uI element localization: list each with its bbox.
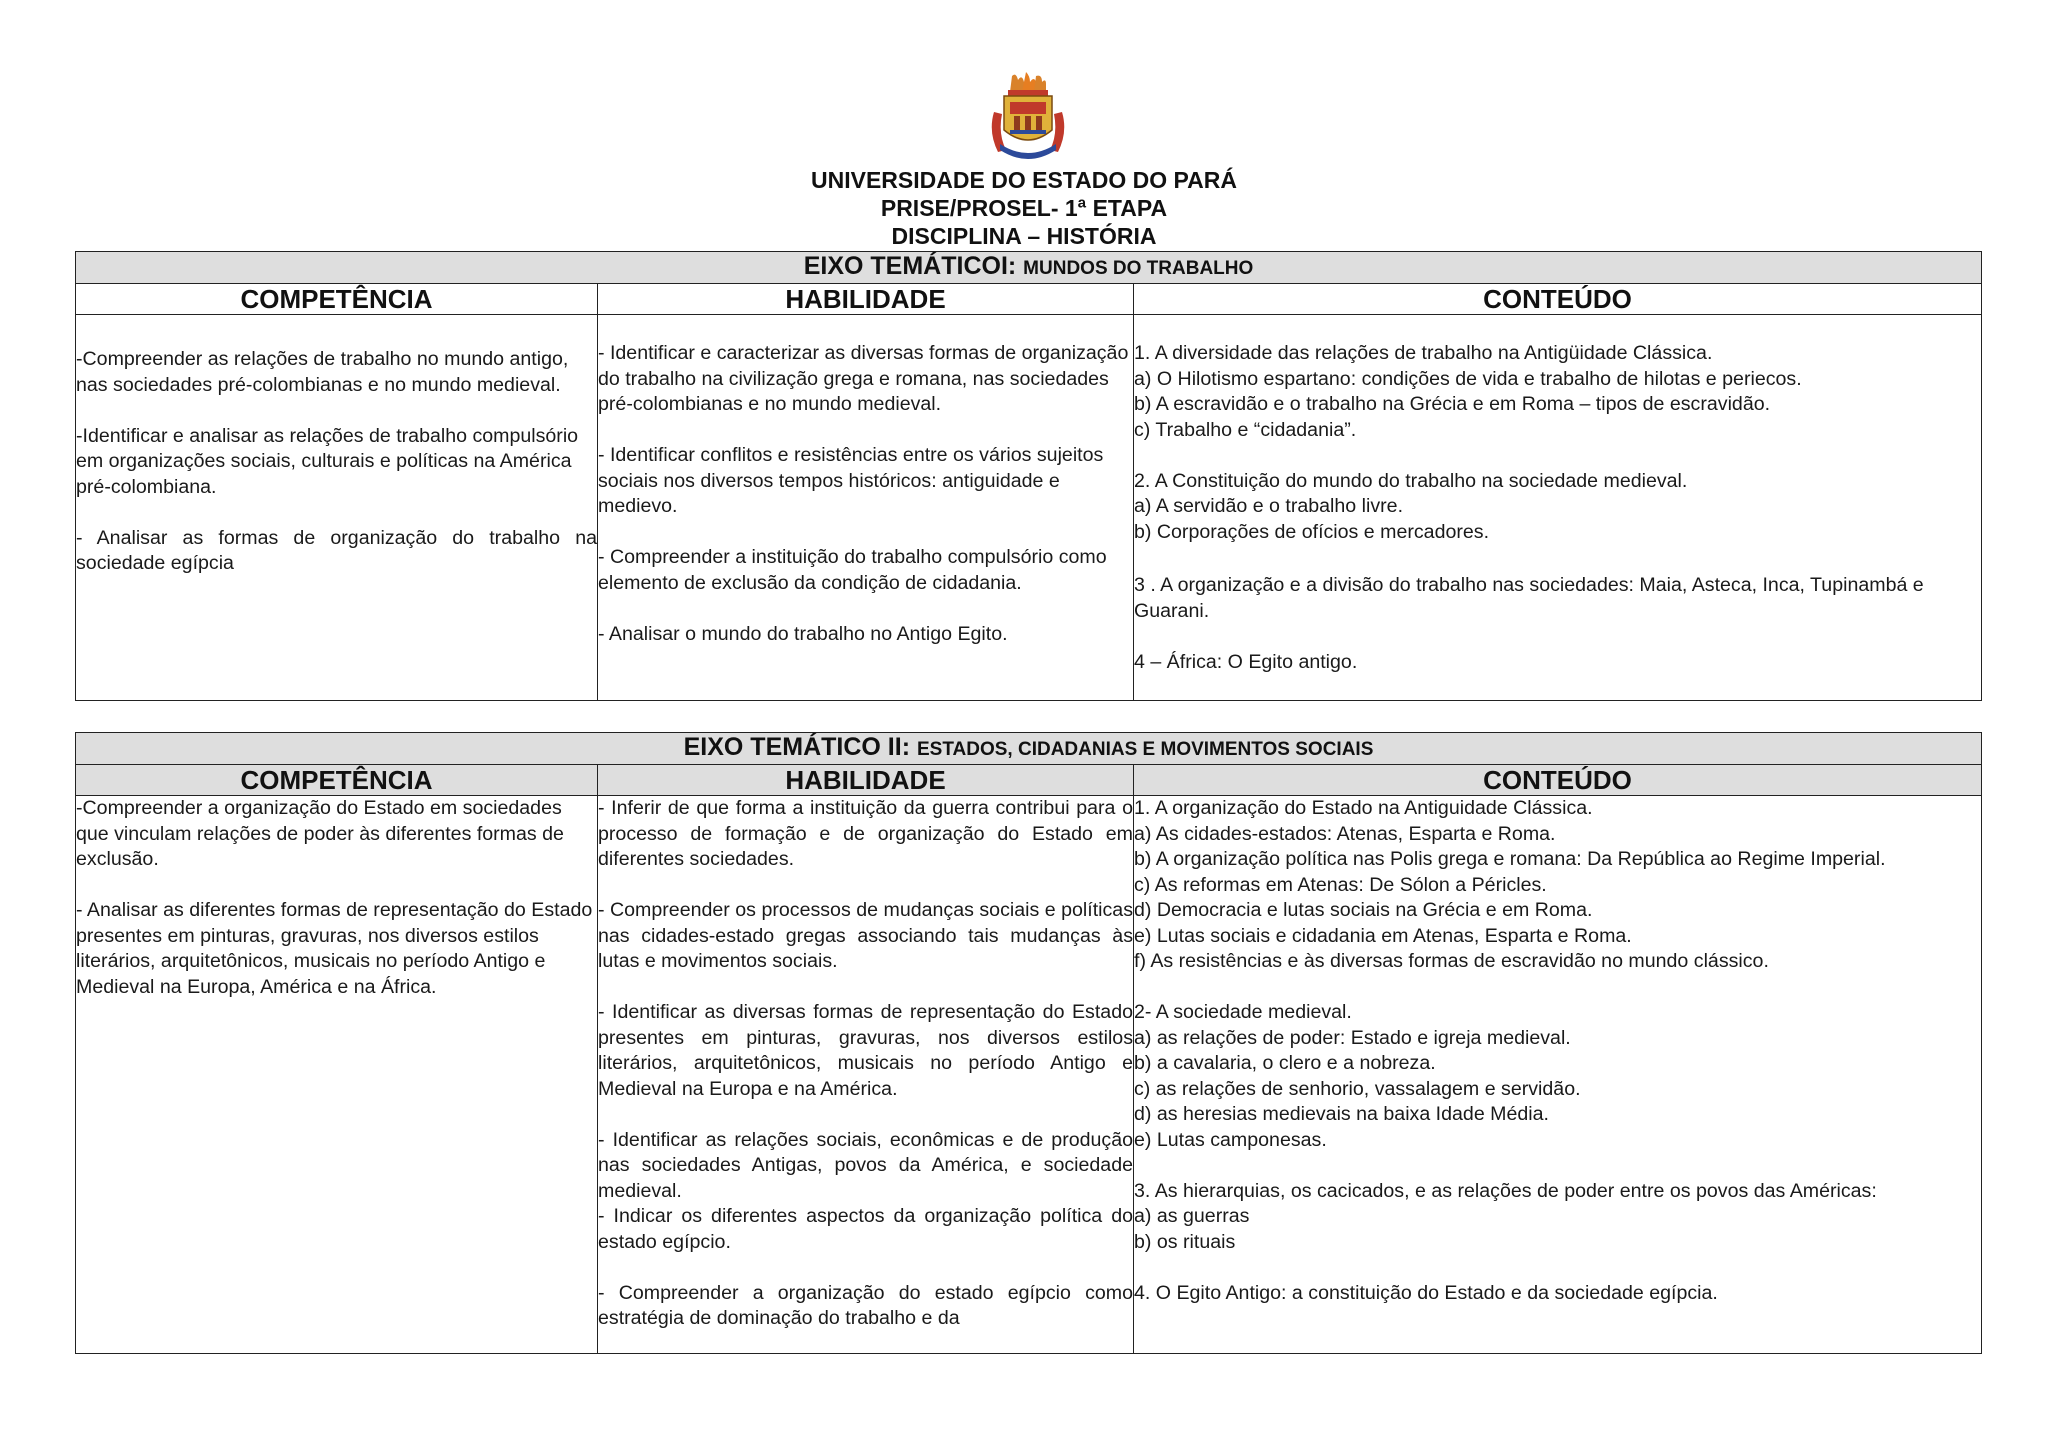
list-item: a) A servidão e o trabalho livre. — [1134, 495, 1404, 517]
list-item: 1. A diversidade das relações de trabalho na Antigüidade Clássica. — [1134, 342, 1713, 364]
eixo1-col-conteudo: CONTEÚDO — [1134, 284, 1982, 315]
list-item: b) A escravidão e o trabalho na Grécia e em Roma – tipos de escravidão. — [1134, 393, 1771, 415]
list-item: b) A organização política nas Polis grega e romana: Da República ao Regime Imperial. — [1134, 848, 1886, 870]
eixo1-subtitle: MUNDOS DO TRABALHO — [1023, 258, 1254, 279]
list-item: - Indicar os diferentes aspectos da organização política do estado egípcio. — [598, 1205, 1133, 1253]
list-item: a) as relações de poder: Estado e igreja medieval. — [1134, 1026, 1571, 1049]
eixo2-col-competencia: COMPETÊNCIA — [76, 765, 598, 796]
list-item: 3 . A organização e a divisão do trabalho nas sociedades: Maia, Asteca, Inca, Tupinambá e Guarani. — [1134, 574, 1924, 622]
list-item: - Compreender a instituição do trabalho compulsório como elemento de exclusão da condição de cidadania. — [598, 546, 1107, 594]
list-item: - Compreender a organização do estado egípcio como estratégia de dominação do trabalho e da — [598, 1281, 1133, 1329]
list-item: - Analisar as diferentes formas de representação do Estado presentes em pinturas, gravuras, nos diversos estilos literários, arquitetônicos, musicais no período Antigo e Medieval na Europa, América e na África. — [76, 899, 593, 998]
list-item: - Compreender os processos de mudanças sociais e políticas nas cidades-estado gregas associando tais mudanças às lutas e movimentos sociais. — [598, 899, 1133, 972]
list-item: 2. A Constituição do mundo do trabalho na sociedade medieval. — [1134, 469, 1688, 492]
list-item: - Analisar as formas de organização do trabalho na sociedade egípcia — [76, 526, 597, 574]
discipline-title: DISCIPLINA – HISTÓRIA — [891, 223, 1157, 249]
eixo2-title-label: EIXO TEMÁTICO II: — [683, 733, 911, 761]
eixo2-title — [76, 733, 1982, 765]
eixo2-competencia-cell — [76, 796, 598, 1354]
list-item: e) Lutas sociais e cidadania em Atenas, Esparta e Roma. — [1134, 924, 1632, 947]
list-item: - Inferir de que forma a instituição da guerra contribui para o processo de formação e de organização do Estado em diferentes sociedades. — [598, 797, 1133, 870]
eixo1-title — [76, 252, 1982, 284]
eixo2-table — [75, 732, 1982, 1354]
list-item: a) As cidades-estados: Atenas, Esparta e Roma. — [1134, 822, 1556, 845]
list-item: b) Corporações de ofícios e mercadores. — [1134, 520, 1490, 543]
eixo2-habilidade-cell — [598, 796, 1134, 1354]
eixo1-conteudo-cell — [1134, 315, 1982, 701]
eixo1-habilidade-cell — [598, 315, 1134, 701]
university-name: UNIVERSIDADE DO ESTADO DO PARÁ — [811, 167, 1237, 193]
list-item: 4 – África: O Egito antigo. — [1134, 650, 1358, 673]
list-item: c) as relações de senhorio, vassalagem e servidão. — [1134, 1077, 1581, 1100]
eixo1-col-competencia: COMPETÊNCIA — [76, 284, 598, 315]
list-item: 3. As hierarquias, os cacicados, e as relações de poder entre os povos das Américas: — [1134, 1179, 1877, 1202]
document-header — [0, 166, 2048, 250]
list-item: f) As resistências e às diversas formas de escravidão no mundo clássico. — [1134, 950, 1769, 972]
eixo1-col-habilidade: HABILIDADE — [598, 284, 1134, 315]
coat-of-arms-icon — [986, 72, 1070, 160]
list-item: - Identificar as relações sociais, econômicas e de produção nas sociedades Antigas, povos da América, e sociedade medieval. — [598, 1128, 1133, 1202]
list-item: - Identificar conflitos e resistências entre os vários sujeitos sociais nos diversos tempos históricos: antiguidade e medievo. — [598, 444, 1104, 517]
list-item: e) Lutas camponesas. — [1134, 1128, 1327, 1151]
eixo1-competencia-cell — [76, 315, 598, 701]
list-item: -Compreender a organização do Estado em sociedades que vinculam relações de poder às diferentes formas de exclusão. — [76, 797, 564, 870]
eixo2-col-habilidade: HABILIDADE — [598, 765, 1134, 796]
list-item: 2- A sociedade medieval. — [1134, 1001, 1352, 1023]
eixo2-conteudo-cell — [1134, 796, 1982, 1354]
list-item: - Identificar as diversas formas de representação do Estado presentes em pinturas, gravuras, nos diversos estilos literários, arquitetônicos, musicais no período Antigo e Medieval na Europa e na América. — [598, 1001, 1133, 1100]
list-item: c) As reformas em Atenas: De Sólon a Péricles. — [1134, 873, 1547, 896]
eixo2-col-conteudo: CONTEÚDO — [1134, 765, 1982, 796]
list-item: d) as heresias medievais na baixa Idade Média. — [1134, 1103, 1549, 1125]
list-item: b) os rituais — [1134, 1230, 1236, 1253]
eixo1-title-label: EIXO TEMÁTICOI: — [803, 252, 1017, 280]
list-item: 4. O Egito Antigo: a constituição do Estado e da sociedade egípcia. — [1134, 1281, 1718, 1304]
list-item: -Compreender as relações de trabalho no mundo antigo, nas sociedades pré-colombianas e no mundo medieval. — [76, 348, 569, 396]
list-item: a) O Hilotismo espartano: condições de vida e trabalho de hilotas e periecos. — [1134, 367, 1802, 390]
list-item: 1. A organização do Estado na Antiguidade Clássica. — [1134, 797, 1593, 819]
exam-stage: PRISE/PROSEL- 1ª ETAPA — [880, 195, 1168, 221]
list-item: b) a cavalaria, o clero e a nobreza. — [1134, 1052, 1436, 1074]
list-item: - Analisar o mundo do trabalho no Antigo Egito. — [598, 622, 1008, 645]
list-item: d) Democracia e lutas sociais na Grécia e em Roma. — [1134, 899, 1593, 921]
list-item: -Identificar e analisar as relações de trabalho compulsório em organizações sociais, culturais e políticas na América pré-colombiana. — [76, 424, 579, 498]
eixo2-subtitle: ESTADOS, CIDADANIAS E MOVIMENTOS SOCIAIS — [916, 739, 1374, 760]
list-item: a) as guerras — [1134, 1205, 1250, 1227]
eixo1-table — [75, 251, 1982, 701]
list-item: c) Trabalho e “cidadania”. — [1134, 418, 1357, 441]
list-item: - Identificar e caracterizar as diversas formas de organização do trabalho na civilização grega e romana, nas sociedades pré-colombianas e no mundo medieval. — [598, 342, 1129, 415]
